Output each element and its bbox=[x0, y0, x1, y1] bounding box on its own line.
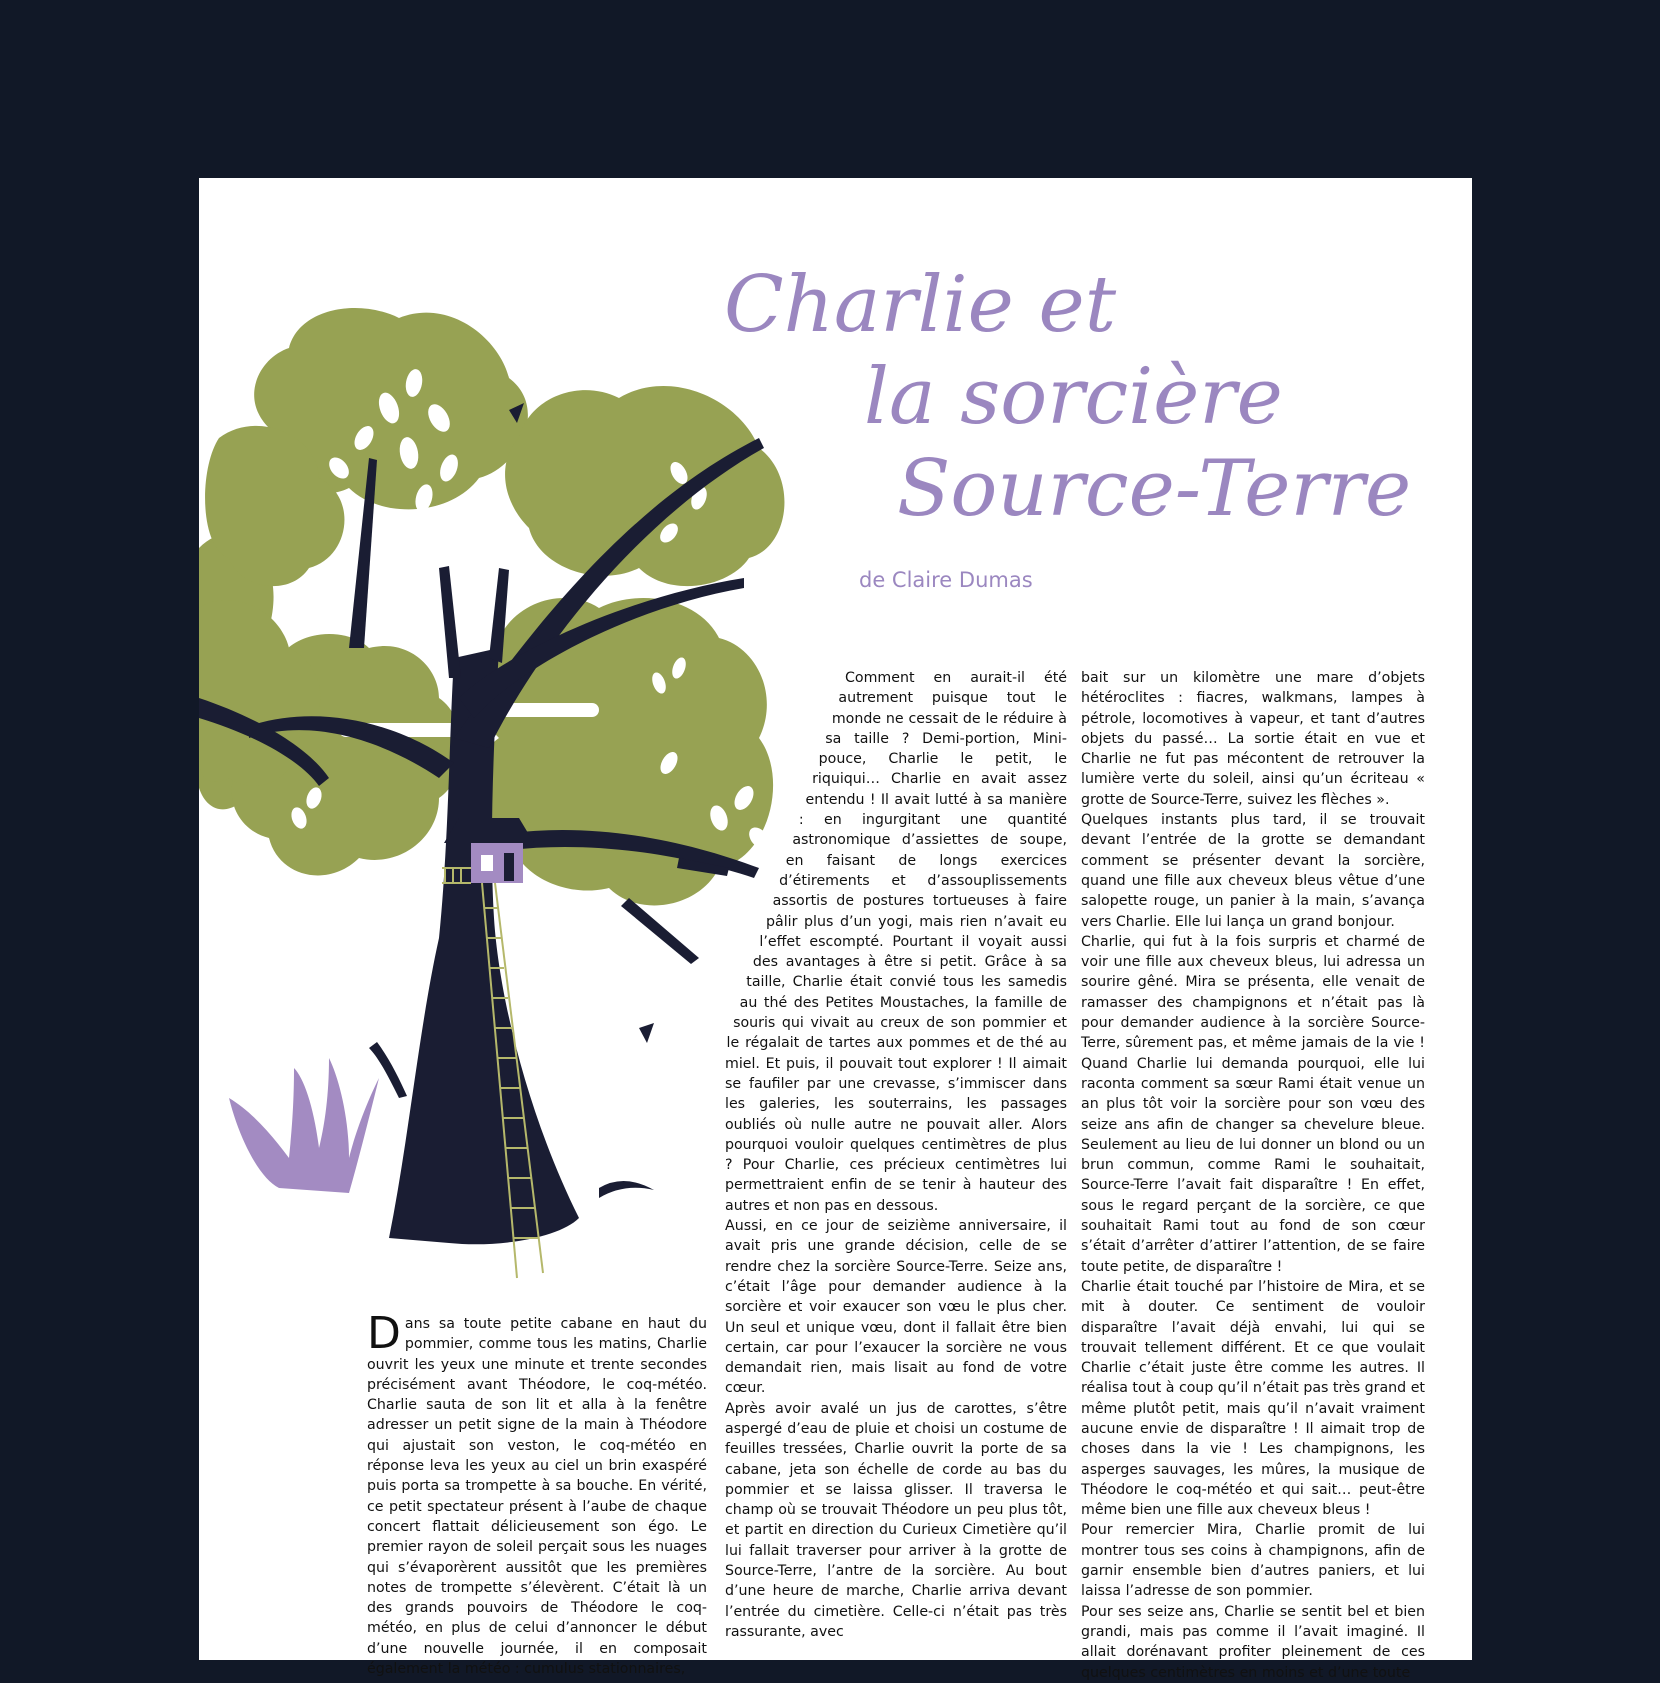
paragraph: bait sur un kilomètre une mare d’objets hétéroclites : fiacres, walkmans, lampes à pétrole, locomotives à vapeur, et tant d’autres objets du passé… La sortie était en vue et Charlie ne fut pas mécontent de retrouver la lumière verte du soleil, ainsi qu’un écriteau « grotte de Source-Terre, suivez les flèches ». bbox=[1081, 670, 1425, 808]
paragraph: ans sa toute petite cabane en haut du pommier, comme tous les matins, Charlie ouvrit les yeux une minute et trente secondes précisément avant Théodore, le coq-météo. Charlie sauta de son lit et alla à la fenêtre adresser un petit signe de la main à Théodore qui ajustait son veston, le coq-météo en réponse leva les yeux au ciel un brin exaspéré puis porta sa trompette à sa bouche. En vérité, ce petit spectateur présent à l’aube de chaque concert flattait délicieusement son égo. Le premier rayon de soleil perçait sous les nuages qui s’évaporèrent aussitôt que les premières notes de trompette s’élevèrent. C’était là un des grands pouvoirs de Théodore le coq-météo, en plus de celui d’annoncer le début d’une nouvelle journée, il en composait également la météo : cumulus stationnaires, bbox=[367, 1316, 707, 1678]
paragraph: Charlie était touché par l’histoire de Mira, et se mit à douter. Ce sentiment de vouloir disparaître l’avait déjà envahi, lui qui se trouvait tellement différent. Et ce que voulait Charlie c’était juste être comme les autres. Il réalisa tout à coup qu’il n’était pas très grand et même plutôt petit, mais qu’il n’avait vraiment aucune envie de disparaître ! Il aimait trop de choses dans la vie ! Les champignons, les asperges sauvages, les mûres, la musique de Théodore le coq-météo et qui sait… peut-être même bien une fille aux cheveux bleus ! bbox=[1081, 1278, 1425, 1519]
magazine-page bbox=[199, 178, 1472, 1681]
text-column-1 bbox=[367, 1308, 707, 1679]
drop-cap: D bbox=[367, 1308, 401, 1359]
text-column-3 bbox=[1081, 668, 1425, 1683]
text-column-2 bbox=[725, 668, 1067, 1642]
author-byline: de Claire Dumas bbox=[859, 568, 1033, 592]
paragraph: Charlie, qui fut à la fois surpris et charmé de voir une fille aux cheveux bleus, lui adressa un sourire gêné. Mira se présenta, elle venait de ramasser des champignons et n’était pas là pour demander audience à la sorcière Source-Terre, sûrement pas, et même jamais de la vie ! Quand Charlie lui demanda pourquoi, elle lui raconta comment sa sœur Rami était venue un an plus tôt voir la sorcière pour son vœu des seize ans afin de changer sa chevelure bleue. Seulement au lieu de lui donner un blond ou un brun commun, comme Rami le souhaitait, Source-Terre l’avait fait disparaître ! En effet, sous le regard perçant de la sorcière, ce que souhaitait Rami tout au fond de son cœur s’était d’arrêter d’attirer l’attention, de se faire toute petite, de disparaître ! bbox=[1081, 933, 1425, 1275]
paragraph: Après avoir avalé un jus de carottes, s’être aspergé d’eau de pluie et choisi un costume de feuilles tressées, Charlie ouvrit la porte de sa cabane, jeta son échelle de corde au bas du pommier et se laissa glisser. Il traversa le champ où se trouvait Théodore un peu plus tôt, et partit en direction du Curieux Cimetière qu’il lui fallait traverser pour arriver à la grotte de Source-Terre, l’antre de la sorcière. Au bout d’une heure de marche, Charlie arriva devant l’entrée du cimetière. Celle-ci n’était pas très rassurante, avec bbox=[725, 1400, 1067, 1640]
title-line-1: Charlie et bbox=[724, 260, 1117, 350]
paragraph: Comment en aurait-il été autrement puisque tout le monde ne cessait de le réduire à sa taille ? Demi-portion, Mini-pouce, Charlie le petit, le riquiqui… Charlie en avait assez entendu ! Il avait lutté à sa manière : en ingurgitant une quantité astronomique d’assiettes de soupe, en faisant de longs exercices d’étirements et d’assouplissements assortis de postures tortueuses à faire pâlir plus d’un yogi, mais rien n’avait eu l’effet escompté. Pourtant il voyait aussi des avantages à être si petit. Grâce à sa taille, Charlie était convié tous les samedis au thé des Petites Moustaches, la famille de souris qui vivait au creux de son pommier et le régalait de tartes aux pommes et de thé au miel. Et puis, il pouvait tout explorer ! Il aimait se faufiler par une crevasse, s’immiscer dans les galeries, les souterrains, les passages oubliés où nulle autre ne pouvait aller. Alors pourquoi vouloir quelques centimètres de plus ? Pour Charlie, ces précieux centimètres lui permettraient enfin de se tenir à hauteur des autres et non pas en dessous. bbox=[725, 670, 1067, 1214]
title-line-2: la sorcière bbox=[864, 352, 1283, 442]
paragraph: Pour ses seize ans, Charlie se sentit bel et bien grandi, mais pas comme il l’avait imaginé. Il allait dorénavant profiter pleinement de ces quelques centimètres en moins et d’une toute bbox=[1081, 1603, 1425, 1681]
paragraph: Quelques instants plus tard, il se trouvait devant l’entrée de la grotte se demandant comment se présenter devant la sorcière, quand une fille aux cheveux bleus vêtue d’une salopette rouge, un panier à la main, s’avança vers Charlie. Elle lui lança un grand bonjour. bbox=[1081, 812, 1425, 930]
paragraph: Aussi, en ce jour de seizième anniversaire, il avait pris une grande décision, celle de se rendre chez la sorcière Source-Terre. Seize ans, c’était l’âge pour demander audience à la sorcière et voir exaucer son vœu le plus cher. Un seul et unique vœu, dont il fallait être bien certain, car pour l’exaucer la sorcière ne vous demandait rien, mais lisait au fond de votre cœur. bbox=[725, 1218, 1067, 1397]
paragraph: Pour remercier Mira, Charlie promit de lui montrer tous ses coins à champignons, afin de garnir ensemble bien d’autres paniers, et lui laissa l’adresse de son pommier. bbox=[1081, 1522, 1425, 1600]
title-line-3: Source-Terre bbox=[897, 444, 1412, 534]
